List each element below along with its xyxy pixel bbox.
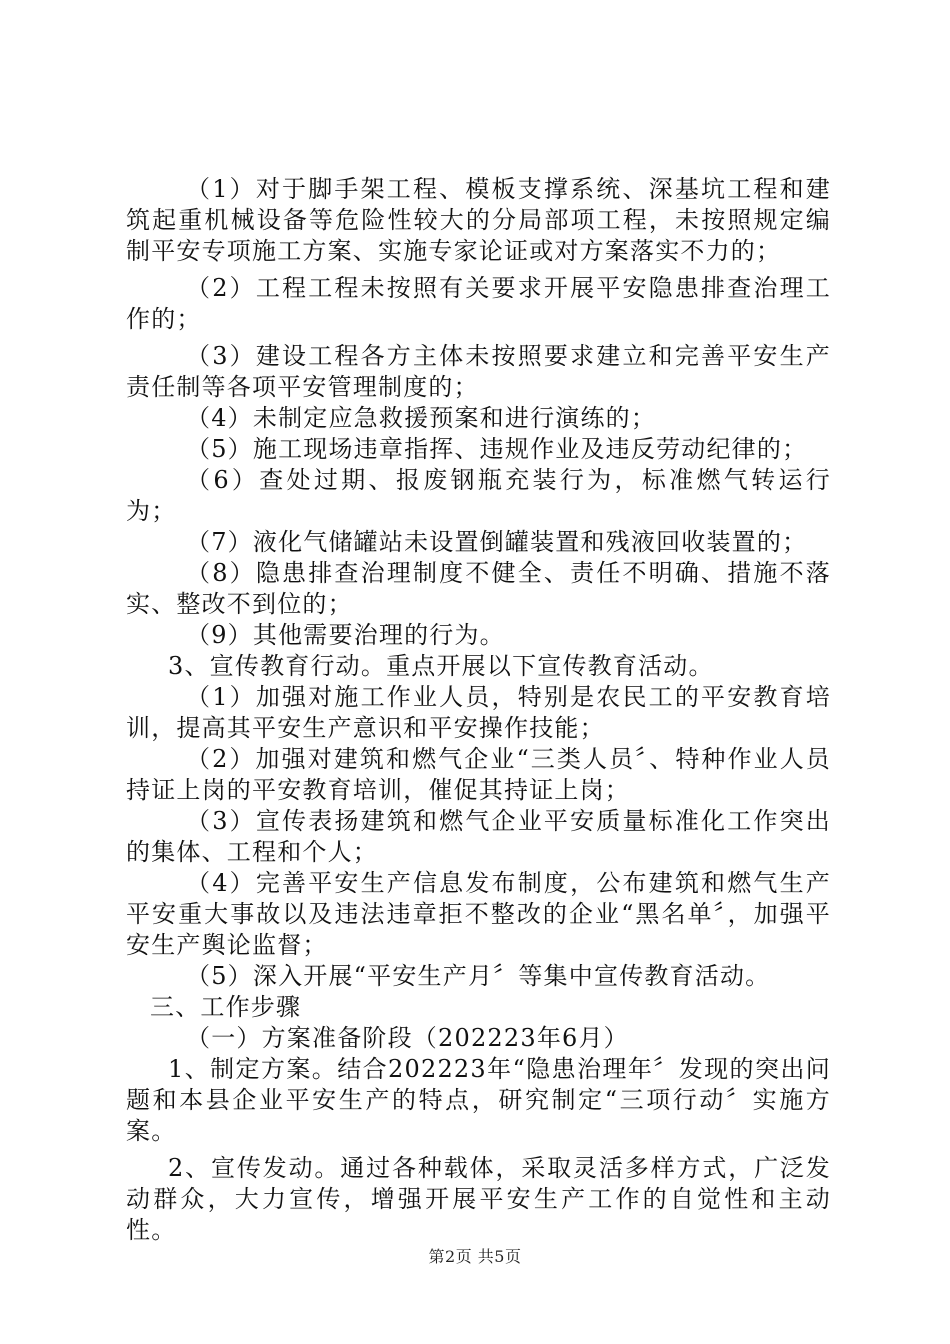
paragraph-item-8-system-flaws: （8）隐患排查治理制度不健全、责任不明确、措施不落实、整改不到位的； [126,559,831,618]
paragraph-item-4-emergency-plan: （4）未制定应急救援预案和进行演练的； [186,404,657,432]
paragraph-edu-5-safety-month: （5）深入开展“平安生产月〞等集中宣传教育活动。 [186,962,771,990]
paragraph-edu-2-certification: （2）加强对建筑和燃气企业“三类人员〞、特种作业人员持证上岗的平安教育培训，催促其持证上岗； [126,745,831,804]
subheading-preparation-stage: （一）方案准备阶段（202223年6月） [186,1024,629,1052]
section-heading-education: 3、宣传教育行动。重点开展以下宣传教育活动。 [168,652,714,680]
document-body [126,174,831,1246]
paragraph-item-6-cylinders: （6）查处过期、报废钢瓶充装行为，标准燃气转运行为； [126,466,831,525]
paragraph-step-2-publicity: 2、宣传发动。通过各种载体，采取灵活多样方式，广泛发动群众，大力宣传，增强开展平安生产工作的自觉性和主动性。 [126,1154,831,1244]
paragraph-item-2-hazard-check: （2）工程工程未按照有关要求开展平安隐患排查治理工作的； [126,274,831,333]
paragraph-edu-4-blacklist: （4）完善平安生产信息发布制度，公布建筑和燃气生产平安重大事故以及违法违章拒不整改的企业“黑名单〞，加强平安生产舆论监督； [126,869,831,959]
paragraph-step-1-plan: 1、制定方案。结合202223年“隐患治理年〞发现的突出问题和本县企业平安生产的特点，研究制定“三项行动〞实施方案。 [126,1055,831,1145]
paragraph-edu-3-commendation: （3）宣传表扬建筑和燃气企业平安质量标准化工作突出的集体、工程和个人； [126,807,831,866]
paragraph-item-9-other: （9）其他需要治理的行为。 [186,621,505,649]
paragraph-item-7-lpg-station: （7）液化气储罐站未设置倒罐装置和残液回收装置的； [186,528,808,556]
paragraph-edu-1-training: （1）加强对施工作业人员，特别是农民工的平安教育培训，提高其平安生产意识和平安操作技能； [126,683,831,742]
page-number-footer: 第2页 共5页 [428,1247,522,1266]
paragraph-item-5-violations: （5）施工现场违章指挥、违规作业及违反劳动纪律的； [186,435,808,463]
section-heading-work-steps: 三、工作步骤 [150,993,302,1021]
paragraph-item-3-responsibility: （3）建设工程各方主体未按照要求建立和完善平安生产责任制等各项平安管理制度的； [126,342,831,401]
paragraph-item-1-scaffold: （1）对于脚手架工程、模板支撑系统、深基坑工程和建筑起重机械设备等危险性较大的分局部项工程，未按照规定编制平安专项施工方案、实施专家论证或对方案落实不力的； [126,175,831,265]
